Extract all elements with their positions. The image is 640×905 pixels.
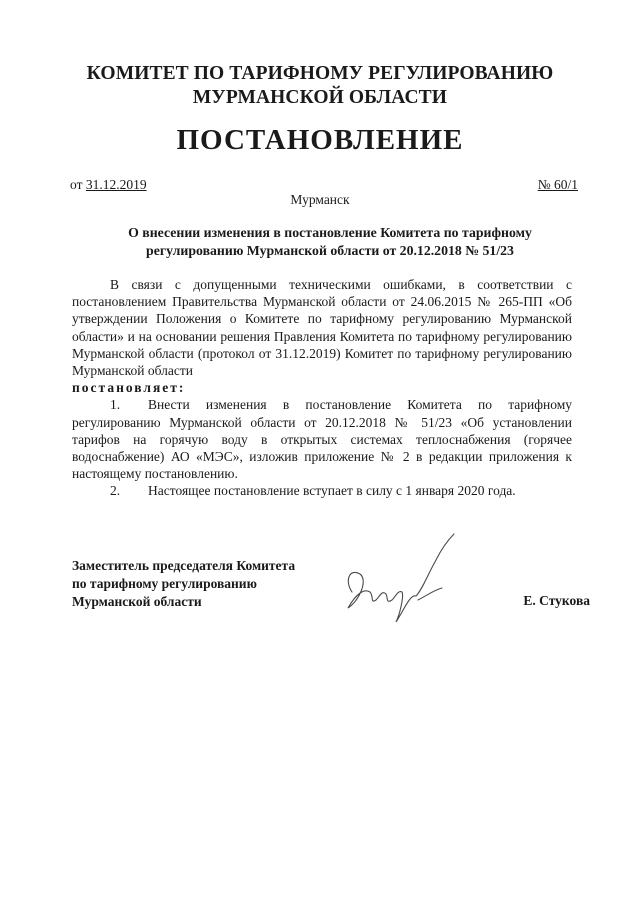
organization-title-line1: КОМИТЕТ ПО ТАРИФНОМУ РЕГУЛИРОВАНИЮ — [86, 63, 554, 84]
position-line3: Мурманской области — [72, 594, 202, 609]
document-subject — [90, 224, 570, 260]
item-number: 1. — [110, 397, 121, 413]
item-text: Внести изменения в постановление Комитета по тарифному регулированию Мурманской области от 20.12.2018 № 51/23 «Об установлении тарифов на горячую воду в открытых системах теплоснабжения (горячее водоснабжение) АО «МЭС», изложив приложение № 2 в редакции приложения к настоящему постановлению. — [72, 397, 572, 482]
document-date — [70, 177, 147, 193]
body-resolves — [72, 379, 572, 396]
intro-text: В связи с допущенными техническими ошибками, в соответствии с постановлением Правительства Мурманской области от 24.06.2015 № 265-ПП «Об утверждении Положения о Комитете по тарифному регулированию Мурманской области» и на основании решения Правления Комитета по тарифному регулированию Мурманской области (протокол от 31.12.2019) Комитет по тарифному регулированию Мурманской области — [72, 277, 572, 379]
city: Мурманск — [290, 192, 350, 207]
subject-line1: О внесении изменения в постановление Комитета по тарифному — [128, 225, 532, 240]
number-value: 60/1 — [553, 177, 578, 192]
handwritten-signature — [330, 530, 470, 630]
resolves-word: постановляет: — [72, 380, 186, 396]
date-prefix: от — [70, 177, 86, 192]
signatory-name: Е. Стукова — [523, 593, 590, 608]
document-body — [72, 276, 572, 500]
item-number: 2. — [110, 483, 121, 499]
position-line2: по тарифному регулированию — [72, 576, 257, 591]
body-intro — [72, 276, 572, 379]
organization-title-line2: МУРМАНСКОЙ ОБЛАСТИ — [192, 87, 448, 108]
subject-line2: регулированию Мурманской области от 20.12.2018 № 51/23 — [146, 243, 514, 258]
document-type: ПОСТАНОВЛЕНИЕ — [176, 124, 464, 156]
number-prefix: № — [537, 177, 554, 192]
organization-title — [0, 62, 640, 110]
signatory-position — [72, 557, 295, 611]
date-value: 31.12.2019 — [85, 177, 147, 192]
document-number — [538, 177, 578, 193]
item-text: Настоящее постановление вступает в силу с 1 января 2020 года. — [148, 483, 516, 499]
position-line1: Заместитель председателя Комитета — [72, 558, 296, 573]
list-item — [72, 482, 572, 499]
list-item — [72, 396, 572, 482]
